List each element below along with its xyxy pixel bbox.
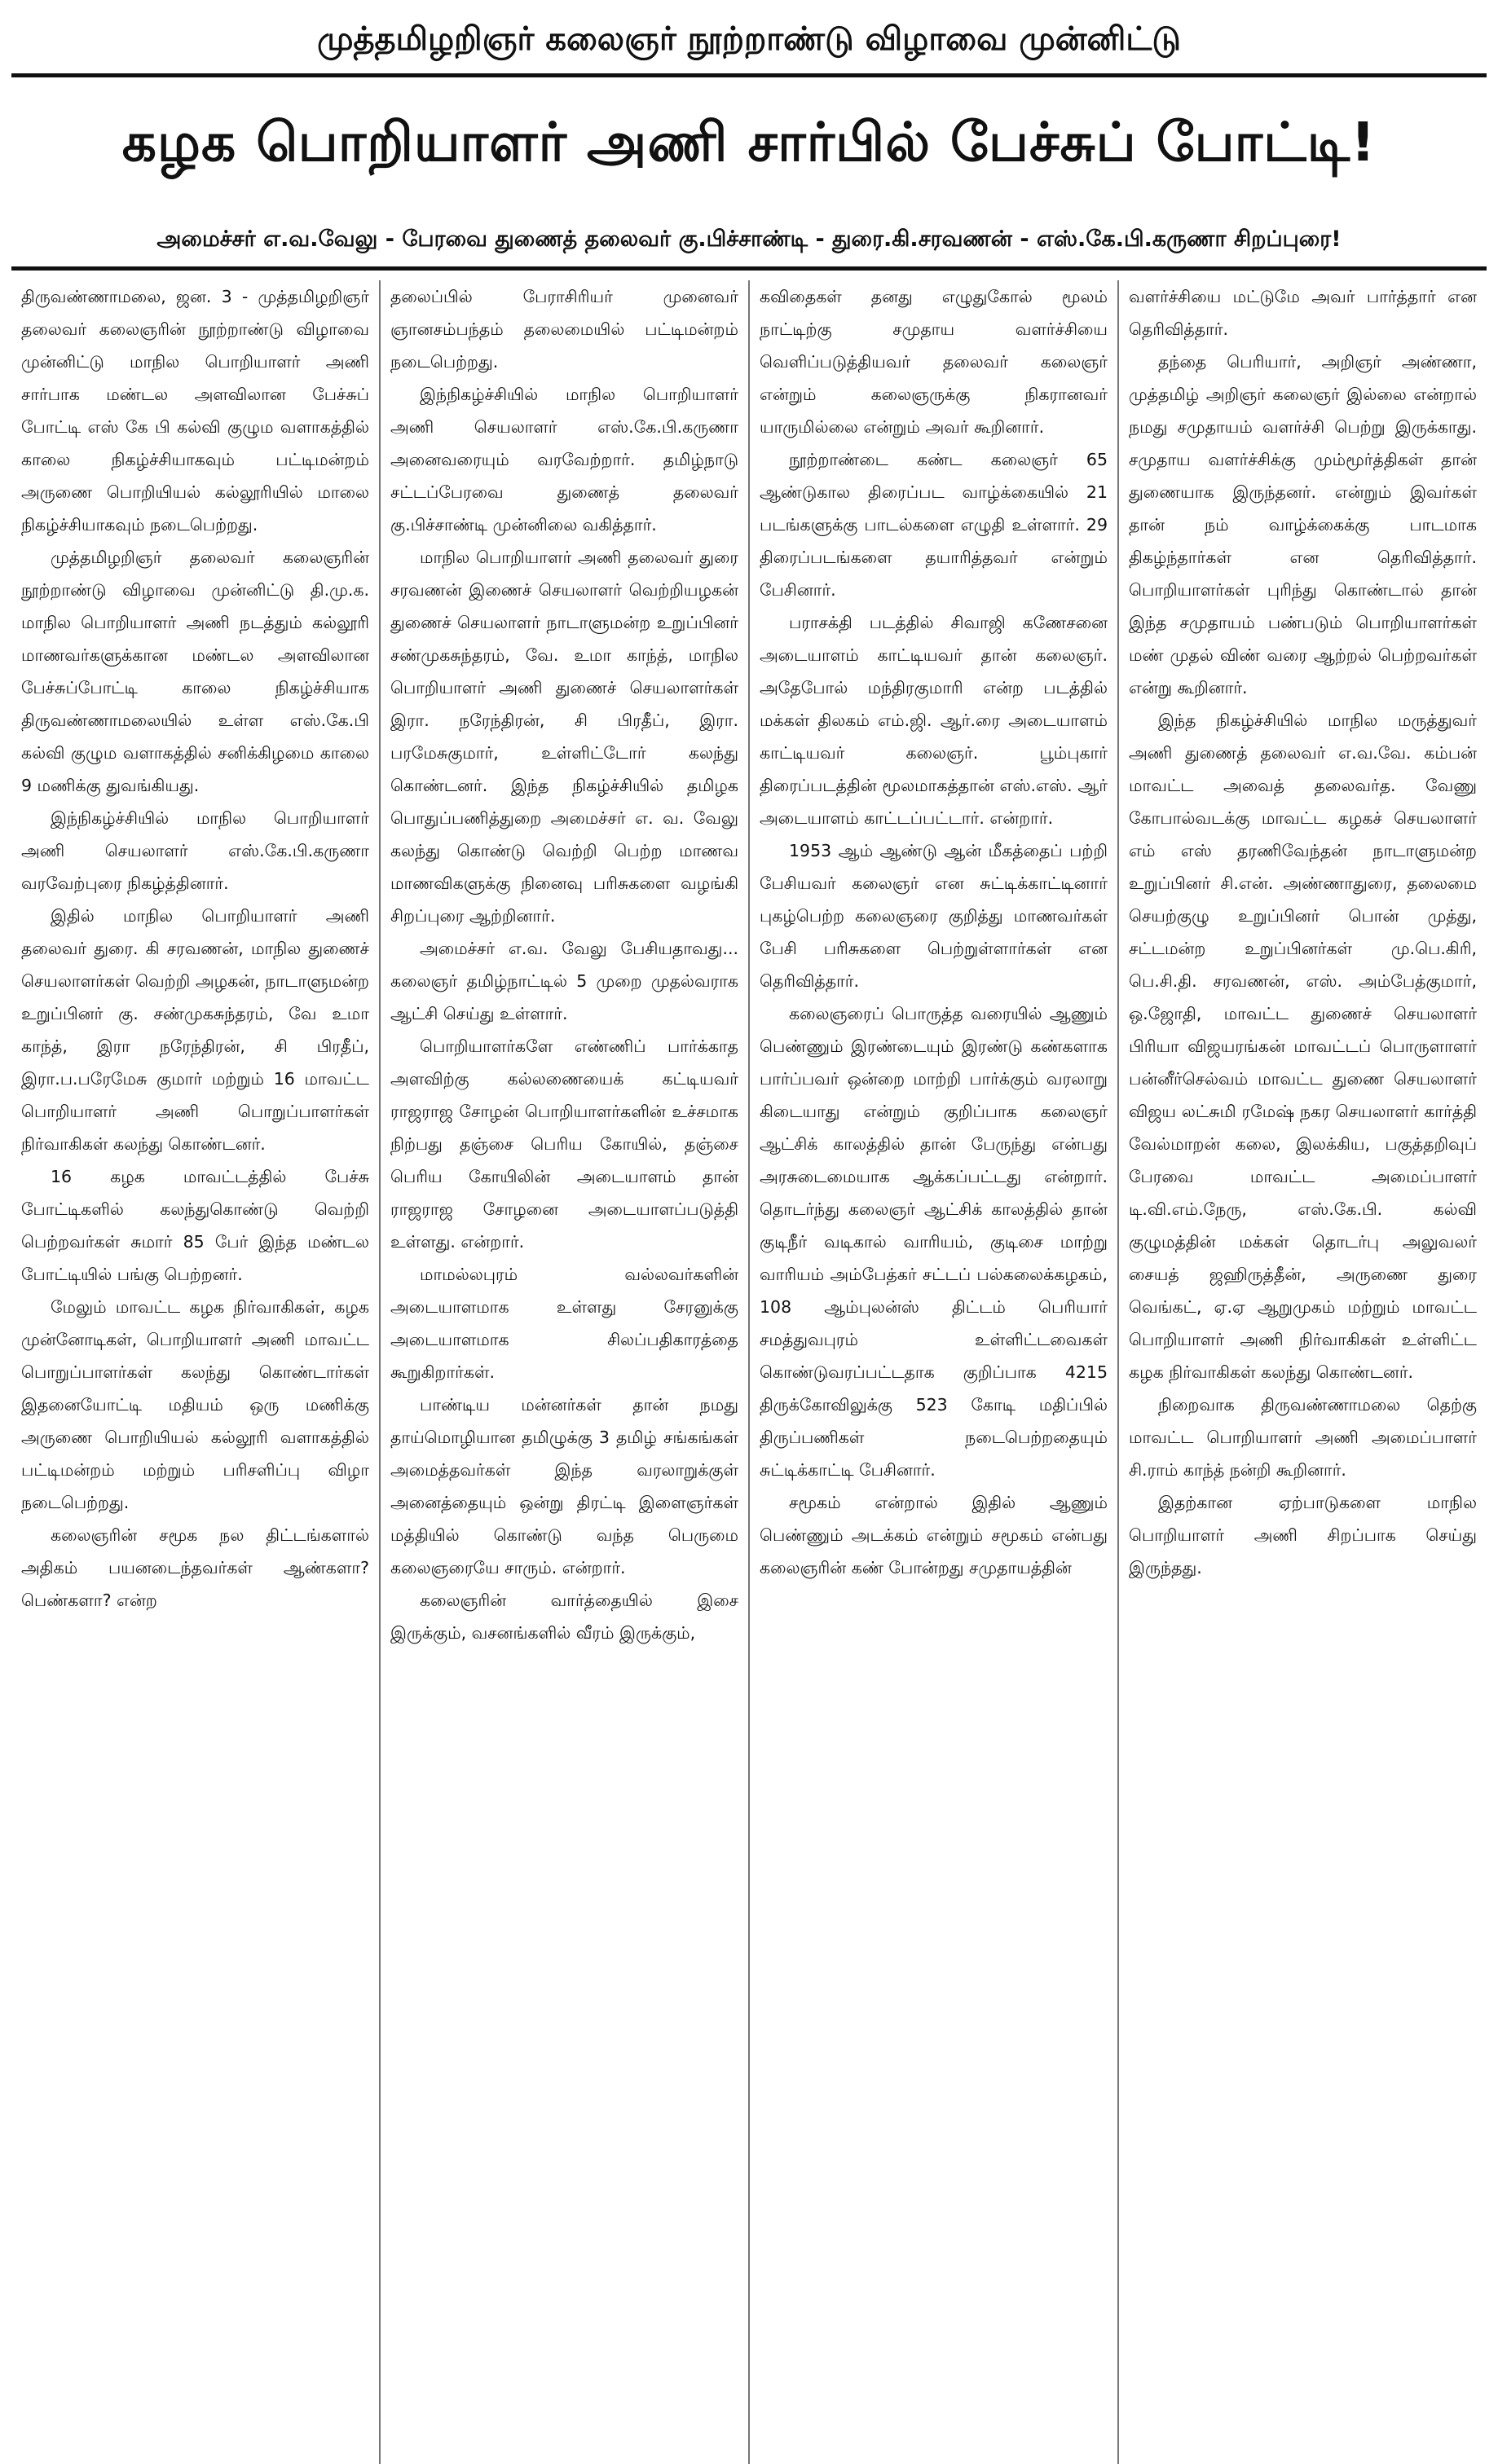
paragraph: முத்தமிழறிஞர் தலைவர் கலைஞரின் நூற்றாண்டு விழாவை முன்னிட்டு தி.மு.க. மாநில பொறியாளர் அணி நடத்தும் கல்லூரி மாணவர்களுக்கான மண்டல அளவிலான பேச்சுப்போட்டி காலை நிகழ்ச்சியாக திருவண்ணாமலையில் உள்ள எஸ்.கே.பி கல்வி குழும வளாகத்தில் சனிக்கிழமை காலை 9 மணிக்கு துவங்கியது. bbox=[21, 548, 369, 795]
paragraph: இதில் மாநில பொறியாளர் அணி தலைவர் துரை. கி சரவணன், மாநில துணைச் செயலாளர்கள் வெற்றி அழகன், நாடாளுமன்ற உறுப்பினர் கு. சண்முகசுந்தரம், வே உமா காந்த், இரா நரேந்திரன், சி பிரதீப், இரா.ப.பரேமேசு குமார் மற்றும் 16 மாவட்ட பொறியாளர் அணி பொறுப்பாளர்கள் நிர்வாகிகள் கலந்து கொண்டனர். bbox=[21, 906, 369, 1154]
paragraph: கவிதைகள் தனது எழுதுகோல் மூலம் நாட்டிற்கு சமுதாய வளர்ச்சியை வெளிப்படுத்தியவர் தலைவர் கலைஞர் என்றும் கலைஞருக்கு நிகரானவர் யாருமில்லை என்றும் அவர் கூறினார். bbox=[760, 287, 1108, 437]
paragraph: பராசக்தி படத்தில் சிவாஜி கணேசனை அடையாளம் காட்டியவர் தான் கலைஞர். அதேபோல் மந்திரகுமாரி என்ற படத்தில் மக்கள் திலகம் எம்.ஜி. ஆர்.ரை அடையாளம் காட்டியவர் கலைஞர். பூம்புகார் திரைப்படத்தின் மூலமாகத்தான் எஸ்.எஸ். ஆர் அடையாளம் காட்டப்பட்டார். என்றார். bbox=[760, 613, 1108, 828]
paragraph: இந்நிகழ்ச்சியில் மாநில பொறியாளர் அணி செயலாளர் எஸ்.கே.பி.கருணா அனைவரையும் வரவேற்றார். தமிழ்நாடு சட்டப்பேரவை துணைத் தலைவர் கு.பிச்சாண்டி முன்னிலை வகித்தார். bbox=[390, 385, 738, 535]
article-columns bbox=[11, 280, 1487, 2464]
paragraph: இந்நிகழ்ச்சியில் மாநில பொறியாளர் அணி செயலாளர் எஸ்.கே.பி.கருணா வரவேற்புரை நிகழ்த்தினார். bbox=[21, 808, 369, 893]
paragraph: மேலும் மாவட்ட கழக நிர்வாகிகள், கழக முன்னோடிகள், பொறியாளர் அணி மாவட்ட பொறுப்பாளர்கள் கலந்து கொண்டார்கள் இதனையோட்டி மதியம் ஒரு மணிக்கு அருணை பொறியியல் கல்லூரி வளாகத்தில் பட்டிமன்றம் மற்றும் பரிசளிப்பு விழா நடைபெற்றது. bbox=[21, 1297, 369, 1512]
paragraph: தலைப்பில் பேராசிரியர் முனைவர் ஞானசம்பந்தம் தலைமையில் பட்டிமன்றம் நடைபெற்றது. bbox=[390, 287, 738, 372]
newspaper-page bbox=[0, 8, 1498, 2464]
column-4 bbox=[1119, 280, 1487, 2464]
paragraph: திருவண்ணாமலை, ஜன. 3 - முத்தமிழறிஞர் தலைவர் கலைஞரின் நூற்றாண்டு விழாவை முன்னிட்டு மாநில பொறியாளர் அணி சார்பாக மண்டல அளவிலான பேச்சுப் போட்டி எஸ் கே பி கல்வி குழும வளாகத்தில் காலை நிகழ்ச்சியாகவும் பட்டிமன்றம் அருணை பொறியியல் கல்லூரியில் மாலை நிகழ்ச்சியாகவும் நடைபெற்றது. bbox=[21, 287, 369, 535]
paragraph: நிறைவாக திருவண்ணாமலை தெற்கு மாவட்ட பொறியாளர் அணி அமைப்பாளர் சி.ராம் காந்த் நன்றி கூறினார். bbox=[1129, 1395, 1477, 1480]
paragraph: பொறியாளர்களே எண்ணிப் பார்க்காத அளவிற்கு கல்லணையைக் கட்டியவர் ராஜராஜ சோழன் பொறியாளர்களின் உச்சமாக நிற்பது தஞ்சை பெரிய கோயில், தஞ்சை பெரிய கோயிலின் அடையாளம் தான் ராஜராஜ சோழனை அடையாளப்படுத்தி உள்ளது. என்றார். bbox=[390, 1036, 738, 1252]
subheadline: அமைச்சர் எ.வ.வேலு - பேரவை துணைத் தலைவர் கு.பிச்சாண்டி - துரை.கி.சரவணன் - எஸ்.கே.பி.கருணா சிறப்புரை! bbox=[11, 214, 1487, 271]
paragraph: சமூகம் என்றால் இதில் ஆணும் பெண்ணும் அடக்கம் என்றும் சமூகம் என்பது கலைஞரின் கண் போன்றது சமுதாயத்தின் bbox=[760, 1493, 1108, 1577]
headline: கழக பொறியாளர் அணி சார்பில் பேச்சுப் போட்டி! bbox=[121, 111, 1377, 174]
paragraph: பாண்டிய மன்னர்கள் தான் நமது தாய்மொழியான தமிழுக்கு 3 தமிழ் சங்கங்கள் அமைத்தவர்கள் இந்த வரலாறுக்குள் அனைத்தையும் ஒன்று திரட்டி இளைஞர்கள் மத்தியில் கொண்டு வந்த பெருமை கலைஞரையே சாரும். என்றார். bbox=[390, 1395, 738, 1577]
paragraph: மாநில பொறியாளர் அணி தலைவர் துரை சரவணன் இணைச் செயலாளர் வெற்றியழகன் துணைச் செயலாளர் நாடாளுமன்ற உறுப்பினர் சண்முகசுந்தரம், வே. உமா காந்த், மாநில பொறியாளர் அணி துணைச் செயலாளர்கள் இரா. நரேந்திரன், சி பிரதீப், இரா. பரமேசுகுமார், உள்ளிட்டோர் கலந்து கொண்டனர். இந்த நிகழ்ச்சியில் தமிழக பொதுப்பணித்துறை அமைச்சர் எ. வ. வேலு கலந்து கொண்டு வெற்றி பெற்ற மாணவ மாணவிகளுக்கு நினைவு பரிசுகளை வழங்கி சிறப்புரை ஆற்றினார். bbox=[390, 548, 738, 926]
paragraph: இதற்கான ஏற்பாடுகளை மாநில பொறியாளர் அணி சிறப்பாக செய்து இருந்தது. bbox=[1129, 1493, 1477, 1577]
paragraph: இந்த நிகழ்ச்சியில் மாநில மருத்துவர் அணி துணைத் தலைவர் எ.வ.வே. கம்பன் மாவட்ட அவைத் தலைவர்த. வேணு கோபால்வடக்கு மாவட்ட கழகச் செயலாளர் எம் எஸ் தரணிவேந்தன் நாடாளுமன்ற உறுப்பினர் சி.என். அண்ணாதுரை, தலைமை செயற்குழு உறுப்பினர் பொன் முத்து, சட்டமன்ற உறுப்பினர்கள் மு.பெ.கிரி, பெ.சி.தி. சரவணன், எஸ். அம்பேத்குமார், ஒ.ஜோதி, மாவட்ட துணைச் செயலாளர் பிரியா விஜயரங்கன் மாவட்டப் பொருளாளர் பன்னீர்செல்வம் மாவட்ட துணை செயலாளர் விஜய லட்சுமி ரமேஷ் நகர செயலாளர் கார்த்தி வேல்மாறன் கலை, இலக்கிய, பகுத்தறிவுப் பேரவை மாவட்ட அமைப்பாளர் டி.வி.எம்.நேரு, எஸ்.கே.பி. கல்வி குழுமத்தின் மக்கள் தொடர்பு அலுவலர் சையத் ஜஹிருத்தீன், அருணை துரை வெங்கட், ஏ.ஏ ஆறுமுகம் மற்றும் மாவட்ட பொறியாளர் அணி நிர்வாகிகள் உள்ளிட்ட கழக நிர்வாகிகள் கலந்து கொண்டனர். bbox=[1129, 711, 1477, 1382]
paragraph: மாமல்லபுரம் வல்லவர்களின் அடையாளமாக உள்ளது சேரனுக்கு அடையாளமாக சிலப்பதிகாரத்தை கூறுகிறார்கள். bbox=[390, 1265, 738, 1382]
paragraph: 16 கழக மாவட்டத்தில் பேச்சு போட்டிகளில் கலந்துகொண்டு வெற்றி பெற்றவர்கள் சுமார் 85 பேர் இந்த மண்டல போட்டியில் பங்கு பெற்றனர். bbox=[21, 1167, 369, 1284]
paragraph: கலைஞரின் சமூக நல திட்டங்களால் அதிகம் பயனடைந்தவர்கள் ஆண்களா? பெண்களா? என்ற bbox=[21, 1525, 369, 1610]
column-3 bbox=[750, 280, 1119, 2464]
paragraph: 1953 ஆம் ஆண்டு ஆன் மீகத்தைப் பற்றி பேசியவர் கலைஞர் என சுட்டிக்காட்டினார் புகழ்பெற்ற கலைஞரை குறித்து மாணவர்கள் பேசி பரிசுகளை பெற்றுள்ளார்கள் என தெரிவித்தார். bbox=[760, 841, 1108, 991]
column-1 bbox=[11, 280, 381, 2464]
paragraph: நூற்றாண்டை கண்ட கலைஞர் 65 ஆண்டுகால திரைப்பட வாழ்க்கையில் 21 படங்களுக்கு பாடல்களை எழுதி உள்ளார். 29 திரைப்படங்களை தயாரித்தவர் என்றும் பேசினார். bbox=[760, 450, 1108, 600]
column-2 bbox=[381, 280, 750, 2464]
paragraph: கலைஞரின் வார்த்தையில் இசை இருக்கும், வசனங்களில் வீரம் இருக்கும், bbox=[390, 1591, 738, 1643]
paragraph: வளர்ச்சியை மட்டுமே அவர் பார்த்தார் என தெரிவித்தார். bbox=[1129, 287, 1477, 339]
kicker-line: முத்தமிழறிஞர் கலைஞர் நூற்றாண்டு விழாவை முன்னிட்டு bbox=[11, 8, 1487, 77]
paragraph: தந்தை பெரியார், அறிஞர் அண்ணா, முத்தமிழ் அறிஞர் கலைஞர் இல்லை என்றால் நமது சமுதாயம் வளர்ச்சி பெற்று இருக்காது. சமுதாய வளர்ச்சிக்கு மும்மூர்த்திகள் தான் துணையாக இருந்தனர். என்றும் இவர்கள் தான் நம் வாழ்க்கைக்கு பாடமாக திகழ்ந்தார்கள் என தெரிவித்தார். பொறியாளர்கள் புரிந்து கொண்டால் தான் இந்த சமுதாயம் பண்படும் பொறியாளர்கள் மண் முதல் விண் வரை ஆற்றல் பெற்றவர்கள் என்று கூறினார். bbox=[1129, 352, 1477, 697]
paragraph: அமைச்சர் எ.வ. வேலு பேசியதாவது... கலைஞர் தமிழ்நாட்டில் 5 முறை முதல்வராக ஆட்சி செய்து உள்ளார். bbox=[390, 939, 738, 1023]
paragraph: கலைஞரைப் பொருத்த வரையில் ஆணும் பெண்ணும் இரண்டையும் இரண்டு கண்களாக பார்ப்பவர் ஒன்றை மாற்றி பார்க்கும் வரலாறு கிடையாது என்றும் குறிப்பாக கலைஞர் ஆட்சிக் காலத்தில் தான் பேருந்து என்பது அரசுடைமையாக ஆக்கப்பட்டது என்றார். தொடர்ந்து கலைஞர் ஆட்சிக் காலத்தில் தான் குடிநீர் வடிகால் வாரியம், குடிசை மாற்று வாரியம் அம்பேத்கர் சட்டப் பல்கலைக்கழகம், 108 ஆம்புலன்ஸ் திட்டம் பெரியார் சமத்துவபுரம் உள்ளிட்டவைகள் கொண்டுவரப்பட்டதாக குறிப்பாக 4215 திருக்கோவிலுக்கு 523 கோடி மதிப்பில் திருப்பணிகள் நடைபெற்றதையும் சுட்டிக்காட்டி பேசினார். bbox=[760, 1004, 1108, 1480]
